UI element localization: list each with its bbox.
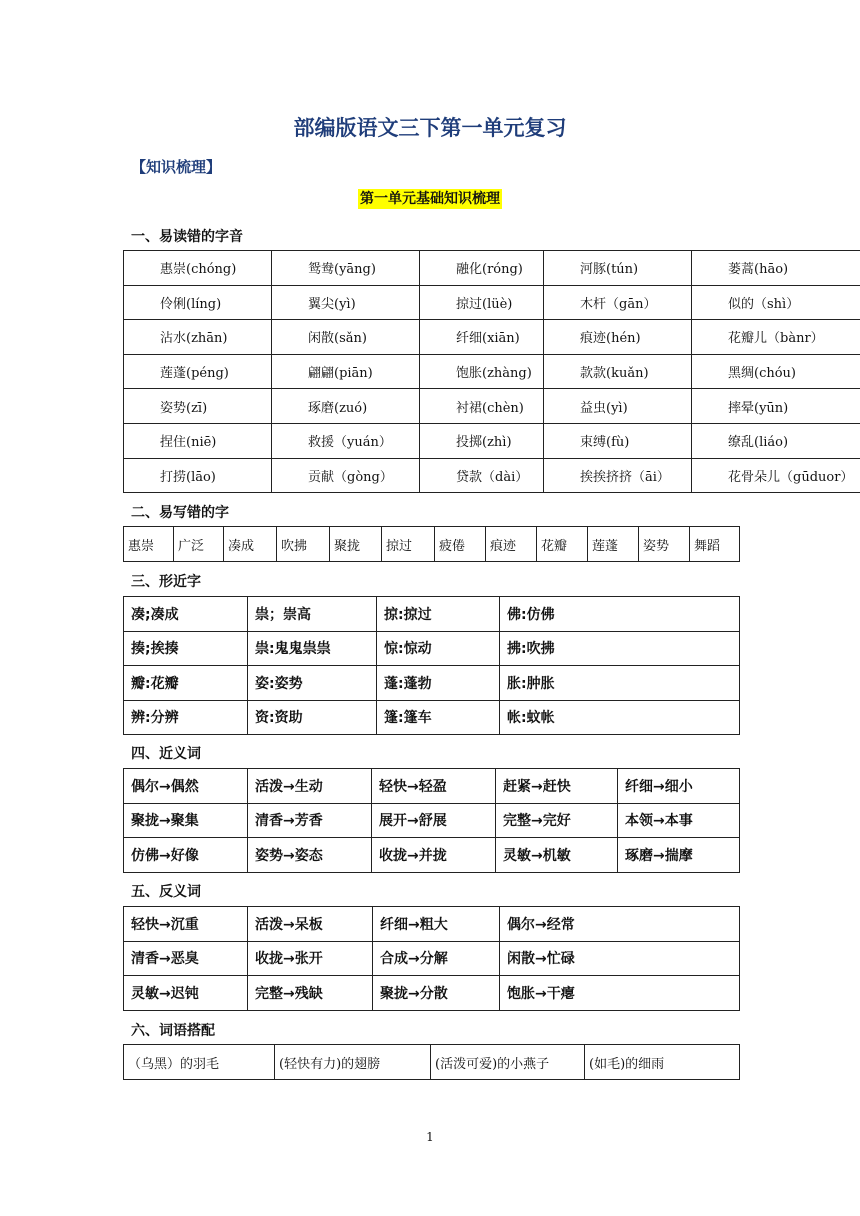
table-row [124, 458, 860, 493]
table-row [124, 320, 860, 355]
table-cell: 合成→分解 [373, 941, 500, 976]
table-cell: 伶俐(líng) [124, 285, 272, 320]
table-cell: 掠:掠过 [377, 597, 500, 632]
table-cell: 祟；崇高 [248, 597, 377, 632]
table-cell: 黑绸(chóu) [692, 354, 860, 389]
table-row [124, 769, 740, 804]
table-cell: 捏住(niē) [124, 423, 272, 458]
table-cell: 花瓣 [537, 527, 588, 562]
table-cell: 完整→残缺 [248, 976, 373, 1011]
table-cell: 收拢→并拢 [372, 838, 496, 873]
table-cell: (轻快有力)的翅膀 [275, 1045, 431, 1080]
table-cell: 轻快→沉重 [124, 907, 248, 942]
knowledge-heading: 【知识梳理】 [131, 158, 222, 176]
antonyms-table [123, 906, 740, 1011]
table-cell: 凑;凑成 [124, 597, 248, 632]
table-row [124, 838, 740, 873]
table-cell: 琢磨→揣摩 [618, 838, 740, 873]
table-cell: 缭乱(liáo) [692, 423, 860, 458]
table-cell: 帐:蚊帐 [500, 700, 740, 735]
table-cell: 贷款（dài） [420, 458, 544, 493]
table-cell: 完整→完好 [496, 803, 618, 838]
table-cell: 救援（yuán） [272, 423, 420, 458]
table-cell: 拂:吹拂 [500, 631, 740, 666]
table-cell: 活泼→生动 [248, 769, 372, 804]
table-cell: 摔晕(yūn) [692, 389, 860, 424]
table-row [124, 1045, 740, 1080]
table-cell: 似的（shì） [692, 285, 860, 320]
table-cell: 姿势(zī) [124, 389, 272, 424]
table-cell: 饱胀→干瘪 [500, 976, 740, 1011]
table-cell: （乌黑）的羽毛 [124, 1045, 275, 1080]
table-cell: 投掷(zhì) [420, 423, 544, 458]
table-cell: 沾水(zhān) [124, 320, 272, 355]
table-cell: 灵敏→机敏 [496, 838, 618, 873]
table-cell: 仿佛→好像 [124, 838, 248, 873]
table-cell: 莲蓬 [588, 527, 639, 562]
table-cell: 胀:肿胀 [500, 666, 740, 701]
table-cell: 打捞(lāo) [124, 458, 272, 493]
table-cell: 吹拂 [277, 527, 330, 562]
table-cell: 衬裙(chèn) [420, 389, 544, 424]
pronunciation-table [123, 250, 860, 493]
table-row [124, 251, 860, 286]
table-cell: 聚拢→分散 [373, 976, 500, 1011]
table-cell: 纤细→细小 [618, 769, 740, 804]
table-cell: 收拢→张开 [248, 941, 373, 976]
subtitle-text: 第一单元基础知识梳理 [360, 191, 500, 207]
table-cell: 灵敏→迟钝 [124, 976, 248, 1011]
table-cell: 聚拢→聚集 [124, 803, 248, 838]
table-cell: 清香→恶臭 [124, 941, 248, 976]
table-cell: 惠崇 [124, 527, 174, 562]
table-cell: 痕迹(hén) [544, 320, 692, 355]
section-heading-collocation: 六、词语搭配 [131, 1023, 215, 1039]
table-cell: 挨挨挤挤（āi） [544, 458, 692, 493]
table-cell: 展开→舒展 [372, 803, 496, 838]
table-cell: 贡献（gòng） [272, 458, 420, 493]
table-row [124, 354, 860, 389]
table-cell: 辨:分辨 [124, 700, 248, 735]
table-cell: 饱胀(zhàng) [420, 354, 544, 389]
section-heading-antonyms: 五、反义词 [131, 884, 201, 900]
collocation-table [123, 1044, 740, 1080]
table-cell: 聚拢 [330, 527, 382, 562]
table-row [124, 700, 740, 735]
table-cell: 蒌蒿(hāo) [692, 251, 860, 286]
table-cell: 佛:仿佛 [500, 597, 740, 632]
table-cell: (活泼可爱)的小燕子 [431, 1045, 585, 1080]
table-cell: 本领→本事 [618, 803, 740, 838]
table-cell: 篷:篷车 [377, 700, 500, 735]
table-row [124, 631, 740, 666]
synonyms-table [123, 768, 740, 873]
page-title: 部编版语文三下第一单元复习 [293, 116, 567, 140]
table-cell: 束缚(fù) [544, 423, 692, 458]
table-cell: 木杆（gān） [544, 285, 692, 320]
section-heading-similar-chars: 三、形近字 [131, 574, 201, 590]
section-heading-writing: 二、易写错的字 [131, 505, 229, 521]
table-cell: 翩翩(piān) [272, 354, 420, 389]
table-cell: 疲倦 [435, 527, 486, 562]
table-row [124, 666, 740, 701]
table-cell: 姿:姿势 [248, 666, 377, 701]
table-cell: 凑成 [224, 527, 277, 562]
section-heading-pronunciation: 一、易读错的字音 [131, 229, 243, 245]
table-cell: 掠过 [382, 527, 435, 562]
table-cell: 河豚(tún) [544, 251, 692, 286]
section-heading-synonyms: 四、近义词 [131, 746, 201, 762]
writing-table [123, 526, 740, 562]
table-cell: 莲蓬(péng) [124, 354, 272, 389]
table-row [124, 803, 740, 838]
table-cell: 款款(kuǎn) [544, 354, 692, 389]
table-cell: 偶尔→偶然 [124, 769, 248, 804]
table-cell: 惊:惊动 [377, 631, 500, 666]
subtitle-highlight [0, 188, 860, 208]
table-cell: 益虫(yì) [544, 389, 692, 424]
table-cell: 姿势 [639, 527, 690, 562]
table-cell: 清香→芳香 [248, 803, 372, 838]
table-cell: (如毛)的细雨 [585, 1045, 740, 1080]
table-cell: 闲散(sǎn) [272, 320, 420, 355]
table-cell: 翼尖(yì) [272, 285, 420, 320]
table-cell: 瓣:花瓣 [124, 666, 248, 701]
table-row [124, 285, 860, 320]
table-cell: 赶紧→赶快 [496, 769, 618, 804]
table-cell: 纤细→粗大 [373, 907, 500, 942]
table-cell: 姿势→姿态 [248, 838, 372, 873]
table-row [124, 423, 860, 458]
table-cell: 痕迹 [486, 527, 537, 562]
table-row [124, 907, 740, 942]
similar-chars-table [123, 596, 740, 735]
table-cell: 闲散→忙碌 [500, 941, 740, 976]
page-number: 1 [426, 1130, 434, 1144]
table-cell: 广泛 [174, 527, 224, 562]
table-cell: 舞蹈 [690, 527, 740, 562]
table-cell: 琢磨(zuó) [272, 389, 420, 424]
table-cell: 祟:鬼鬼祟祟 [248, 631, 377, 666]
table-row [124, 597, 740, 632]
table-cell: 资:资助 [248, 700, 377, 735]
table-row [124, 976, 740, 1011]
table-cell: 掠过(lüè) [420, 285, 544, 320]
table-cell: 惠崇(chóng) [124, 251, 272, 286]
table-cell: 蓬:蓬勃 [377, 666, 500, 701]
table-cell: 活泼→呆板 [248, 907, 373, 942]
table-cell: 融化(róng) [420, 251, 544, 286]
table-cell: 纤细(xiān) [420, 320, 544, 355]
table-cell: 轻快→轻盈 [372, 769, 496, 804]
table-cell: 揍;挨揍 [124, 631, 248, 666]
table-row [124, 941, 740, 976]
table-row [124, 389, 860, 424]
table-cell: 花骨朵儿（gūduor） [692, 458, 860, 493]
table-row [124, 527, 740, 562]
table-cell: 偶尔→经常 [500, 907, 740, 942]
table-cell: 花瓣儿（bànr） [692, 320, 860, 355]
table-cell: 鸳鸯(yāng) [272, 251, 420, 286]
